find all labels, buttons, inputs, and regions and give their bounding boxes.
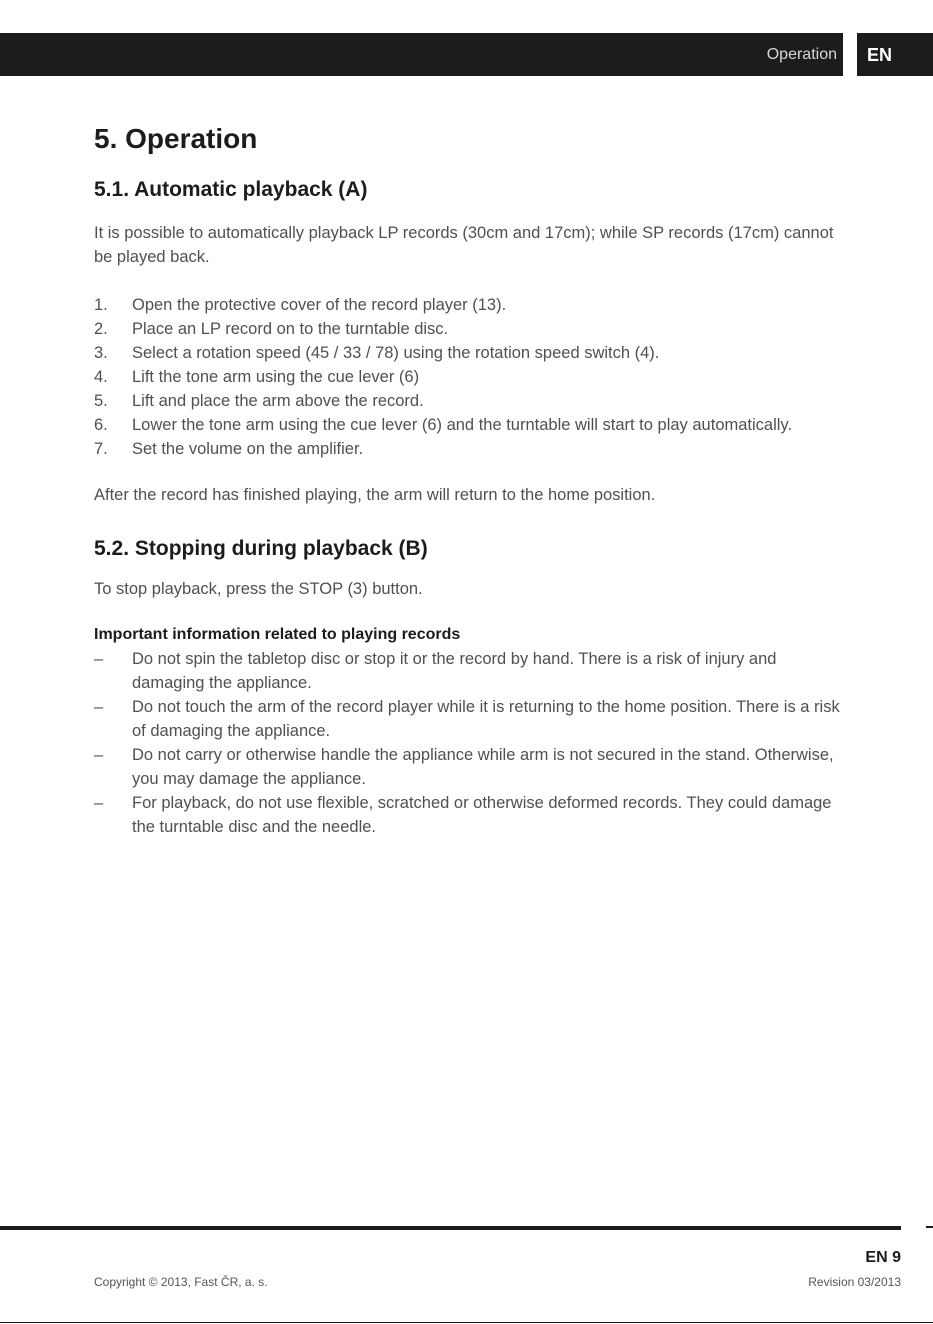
important-info-heading: Important information related to playing records bbox=[94, 626, 461, 643]
dash-bullet: – bbox=[94, 794, 104, 812]
list-item bbox=[94, 743, 844, 791]
dash-bullet: – bbox=[94, 650, 104, 668]
stop-paragraph: To stop playback, press the STOP (3) button. bbox=[94, 580, 423, 598]
list-item bbox=[94, 413, 844, 437]
header-section-title: Operation bbox=[766, 46, 837, 63]
step-number: 7. bbox=[94, 440, 108, 458]
list-item bbox=[94, 293, 844, 317]
step-text: Set the volume on the amplifier. bbox=[132, 440, 364, 458]
list-item bbox=[94, 437, 844, 461]
list-item bbox=[94, 365, 844, 389]
section-heading-automatic-playback: 5.1. Automatic playback (A) bbox=[94, 178, 368, 201]
note-text: For playback, do not use flexible, scratched or otherwise deformed records. They could damage the turntable disc and the needle. bbox=[132, 794, 832, 836]
step-text: Open the protective cover of the record player (13). bbox=[132, 296, 507, 314]
step-number: 1. bbox=[94, 296, 108, 314]
important-notes-list bbox=[94, 647, 844, 839]
dash-bullet: – bbox=[94, 746, 104, 764]
copyright-text: Copyright © 2013, Fast ČR, a. s. bbox=[94, 1275, 268, 1289]
after-playback-paragraph: After the record has finished playing, the arm will return to the home position. bbox=[94, 486, 656, 504]
list-item bbox=[94, 389, 844, 413]
bottom-border bbox=[0, 1322, 933, 1323]
page-content bbox=[94, 120, 844, 839]
footer-divider-tick bbox=[926, 1226, 933, 1228]
dash-bullet: – bbox=[94, 698, 104, 716]
list-item bbox=[94, 647, 844, 695]
revision-text: Revision 03/2013 bbox=[808, 1275, 901, 1289]
header-bar bbox=[0, 33, 843, 76]
note-text: Do not carry or otherwise handle the appliance while arm is not secured in the stand. Otherwise, you may damage the appliance. bbox=[132, 746, 834, 788]
note-text: Do not touch the arm of the record player while it is returning to the home position. There is a risk of damaging the appliance. bbox=[132, 698, 840, 740]
language-badge: EN bbox=[857, 33, 933, 76]
step-text: Lower the tone arm using the cue lever (6) and the turntable will start to play automatically. bbox=[132, 416, 793, 434]
note-text: Do not spin the tabletop disc or stop it or the record by hand. There is a risk of injury and damaging the appliance. bbox=[132, 650, 777, 692]
step-number: 5. bbox=[94, 392, 108, 410]
steps-list bbox=[94, 293, 844, 461]
intro-paragraph: It is possible to automatically playback LP records (30cm and 17cm); while SP records (17cm) cannot be played back. bbox=[94, 224, 834, 266]
footer-divider bbox=[0, 1226, 901, 1230]
step-text: Place an LP record on to the turntable disc. bbox=[132, 320, 449, 338]
section-heading-stopping-playback: 5.2. Stopping during playback (B) bbox=[94, 537, 428, 560]
step-number: 6. bbox=[94, 416, 108, 434]
step-number: 3. bbox=[94, 344, 108, 362]
page-title: 5. Operation bbox=[94, 123, 258, 154]
step-text: Select a rotation speed (45 / 33 / 78) using the rotation speed switch (4). bbox=[132, 344, 660, 362]
step-text: Lift and place the arm above the record. bbox=[132, 392, 424, 410]
step-number: 4. bbox=[94, 368, 108, 386]
list-item bbox=[94, 791, 844, 839]
list-item bbox=[94, 317, 844, 341]
step-text: Lift the tone arm using the cue lever (6) bbox=[132, 368, 420, 386]
list-item bbox=[94, 695, 844, 743]
list-item bbox=[94, 341, 844, 365]
step-number: 2. bbox=[94, 320, 108, 338]
page-number: EN 9 bbox=[865, 1249, 901, 1266]
